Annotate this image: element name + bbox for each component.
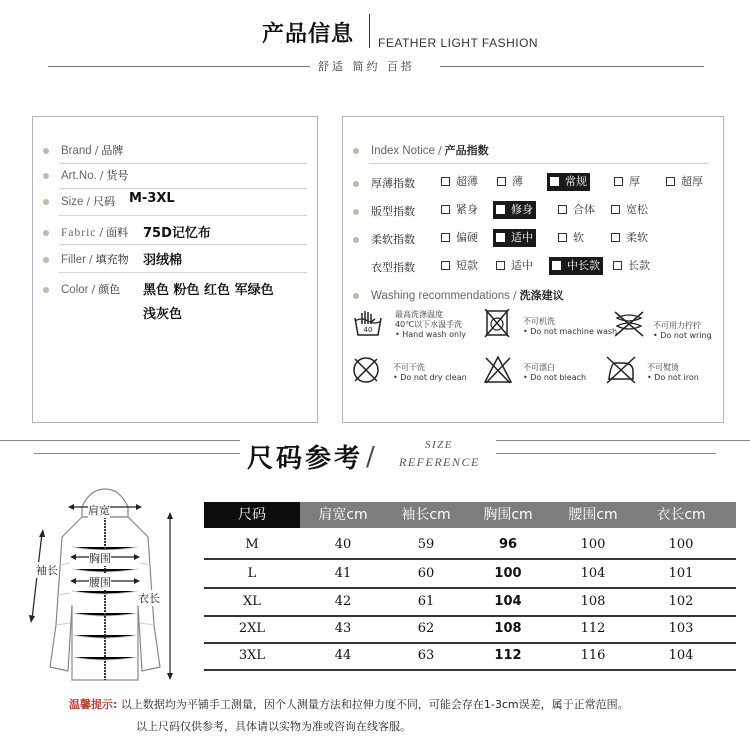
row-divider — [369, 163, 709, 164]
bullet-icon — [43, 257, 49, 263]
checkbox-icon — [441, 177, 450, 186]
checkbox-icon — [558, 233, 567, 242]
size-value: M-3XL — [129, 191, 175, 206]
page-title: 产品信息 — [262, 22, 355, 47]
checkbox-icon — [552, 261, 561, 270]
row-divider — [59, 272, 307, 273]
no-iron-icon — [605, 355, 637, 385]
col-header-waist: 腰围cm — [568, 507, 618, 523]
fabric-label-cn: 面料 — [106, 226, 129, 239]
col-header-chest: 胸围cm — [483, 507, 533, 523]
size-reference-en-2: REFERENCE — [399, 455, 480, 469]
checkbox-icon — [666, 177, 675, 186]
title-rule-right — [496, 453, 716, 454]
chest-label: 胸围 — [89, 552, 111, 565]
table-cell: 41 — [334, 566, 352, 581]
filler-value: 羽绒棉 — [143, 253, 183, 268]
bullet-icon — [353, 209, 359, 215]
table-cell: 96 — [498, 537, 518, 552]
sleeve-label: 袖长 — [36, 564, 58, 577]
title-slash: / — [366, 442, 375, 472]
table-cell: 101 — [668, 566, 694, 581]
row-divider — [204, 669, 736, 671]
bullet-icon — [353, 237, 359, 243]
checkbox-icon — [611, 233, 620, 242]
no-wring-icon — [613, 310, 645, 338]
length-label: 衣长 — [138, 592, 160, 605]
length-index-label: 衣型指数 — [371, 261, 415, 274]
title-rule-left — [34, 453, 240, 454]
no-machine-wash-icon — [483, 309, 511, 339]
table-cell: 100 — [668, 537, 694, 552]
hand-wash-icon — [353, 310, 383, 338]
size-label-en: Size — [61, 196, 84, 208]
table-cell: 40 — [334, 537, 352, 552]
table-cell: 59 — [417, 537, 435, 552]
table-cell: 116 — [580, 648, 606, 663]
footer-note-line1 — [69, 696, 629, 712]
artno-label-en: Art.No. — [61, 170, 97, 182]
thickness-option-ultra-thin: 超薄 — [438, 173, 481, 191]
checkbox-icon — [614, 177, 623, 186]
artno-label-cn: 货号 — [106, 169, 129, 182]
checkbox-icon — [611, 205, 620, 214]
table-cell: 63 — [417, 648, 435, 663]
table-cell: M — [245, 537, 259, 552]
softness-option-very-soft: 柔软 — [608, 229, 651, 247]
no-dry-clean-text: 不可干洗 • Do not dry clean — [393, 363, 467, 382]
bullet-icon — [43, 173, 49, 179]
checkbox-icon — [496, 261, 505, 270]
table-cell: XL — [243, 594, 261, 609]
softness-index-label: 柔软指数 — [371, 233, 415, 246]
fit-option-loose: 宽松 — [608, 201, 651, 219]
product-index-panel — [342, 116, 724, 423]
table-cell: 43 — [334, 621, 352, 636]
svg-text:40: 40 — [363, 326, 373, 334]
shoulder-label: 肩宽 — [88, 504, 110, 517]
table-cell: 104 — [580, 566, 606, 581]
col-header-size: 尺码 — [238, 507, 266, 523]
row-divider — [59, 188, 307, 189]
table-cell: 103 — [668, 621, 694, 636]
color-label-cn: 颜色 — [98, 283, 121, 296]
size-label-cn: 尺码 — [93, 195, 116, 208]
table-cell: 60 — [417, 566, 435, 581]
fabric-label-en: Fabric — [61, 227, 97, 239]
col-header-sleeve: 袖长cm — [401, 507, 451, 523]
checkbox-icon — [496, 233, 505, 242]
no-bleach-icon — [483, 355, 513, 385]
table-cell: 44 — [334, 648, 352, 663]
no-iron-text: 不可熨烫 • Do not iron — [647, 363, 699, 382]
no-wring-text: 不可用力拧拧 • Do not wring — [653, 321, 712, 340]
fit-index-label: 版型指数 — [371, 205, 415, 218]
length-option-short: 短款 — [438, 257, 481, 275]
size-reference-title: 尺码参考 — [247, 444, 364, 474]
table-cell: 108 — [494, 621, 522, 636]
table-cell: 112 — [494, 648, 522, 663]
length-option-medium: 适中 — [493, 257, 536, 275]
row-divider — [204, 587, 736, 589]
table-cell: 61 — [417, 594, 435, 609]
checkbox-icon — [550, 177, 559, 186]
length-option-long: 长款 — [610, 257, 653, 275]
checkbox-icon — [613, 261, 622, 270]
fabric-row: Fabric / 面料 — [61, 226, 129, 239]
bullet-icon — [353, 148, 359, 154]
fit-option-slim-selected: 修身 — [493, 201, 536, 219]
row-divider — [59, 215, 307, 216]
thickness-option-ultra-thick: 超厚 — [663, 173, 706, 191]
checkbox-icon — [441, 233, 450, 242]
table-cell: 2XL — [238, 621, 266, 636]
checkbox-icon — [497, 177, 506, 186]
length-option-mid-long-selected: 中长款 — [549, 257, 603, 275]
bullet-icon — [43, 148, 49, 154]
fabric-value: 75D记忆布 — [143, 226, 211, 241]
thickness-option-regular-selected: 常规 — [547, 173, 590, 191]
bullet-icon — [353, 181, 359, 187]
no-machine-wash-text: 不可机洗 • Do not machine wash — [523, 317, 618, 336]
checkbox-icon — [558, 205, 567, 214]
waist-label: 腰围 — [89, 576, 111, 589]
row-divider — [59, 244, 307, 245]
softness-option-stiff: 偏硬 — [438, 229, 481, 247]
index-header-cn: 产品指数 — [444, 144, 489, 157]
brand-row: Brand / 品牌 — [61, 144, 124, 157]
color-value-line2: 浅灰色 — [143, 307, 183, 322]
color-row: Color / 颜色 — [61, 283, 121, 296]
row-divider — [59, 163, 307, 164]
index-header: Index Notice / 产品指数 — [371, 144, 489, 157]
row-divider — [204, 558, 736, 560]
col-header-length: 衣长cm — [656, 507, 706, 523]
product-info-panel — [32, 116, 318, 423]
bullet-icon — [43, 230, 49, 236]
fit-option-regular: 合体 — [555, 201, 598, 219]
filler-label-en: Filler — [61, 254, 86, 266]
table-cell: 102 — [668, 594, 694, 609]
table-cell: 100 — [580, 537, 606, 552]
brand-label-cn: 品牌 — [101, 144, 124, 157]
softness-option-soft: 软 — [555, 229, 587, 247]
softness-option-medium-selected: 适中 — [493, 229, 536, 247]
title-divider — [369, 14, 370, 48]
table-cell: 3XL — [238, 648, 266, 663]
footer-warning-label: 温馨提示: — [69, 698, 118, 711]
fit-option-tight: 紧身 — [438, 201, 481, 219]
no-dry-clean-icon — [351, 355, 381, 385]
hand-wash-text: 最高洗涤温度 40℃以下水温手洗 • Hand wash only — [395, 310, 467, 339]
washing-header-en: Washing recommendations — [371, 290, 510, 302]
no-bleach-text: 不可漂白 • Do not bleach — [523, 363, 587, 382]
color-label-en: Color — [61, 284, 89, 296]
size-reference-en-1: SIZE — [425, 439, 453, 451]
table-cell: 42 — [334, 594, 352, 609]
table-cell: L — [247, 566, 257, 581]
thickness-index-label: 厚薄指数 — [371, 177, 415, 190]
thickness-option-thin: 薄 — [494, 173, 526, 191]
col-header-shoulder: 肩宽cm — [318, 507, 368, 523]
table-cell: 100 — [494, 566, 522, 581]
table-cell: 104 — [668, 648, 694, 663]
index-header-en: Index Notice — [371, 145, 435, 157]
checkbox-icon — [496, 205, 505, 214]
page-subtitle-en: FEATHER LIGHT FASHION — [378, 36, 539, 50]
artno-row: Art.No. / 货号 — [61, 169, 129, 182]
header-tagline: 舒适 简约 百搭 — [318, 60, 415, 73]
filler-label-cn: 填充物 — [95, 253, 129, 266]
row-divider — [204, 615, 736, 617]
table-cell: 104 — [494, 594, 522, 609]
brand-label-en: Brand — [61, 145, 92, 157]
table-cell: 112 — [580, 621, 606, 636]
footer-note-text: 以上数据均为平铺手工测量，因个人测量方法和拉伸力度不同，可能会存在1-3cm误差，属于正常范围。 — [120, 698, 629, 711]
checkbox-icon — [441, 261, 450, 270]
washing-header: Washing recommendations / 洗涤建议 — [371, 289, 564, 302]
bullet-icon — [43, 199, 49, 205]
color-value-line1: 黑色 粉色 红色 军绿色 — [143, 283, 274, 298]
bullet-icon — [353, 293, 359, 299]
washing-header-cn: 洗涤建议 — [519, 289, 564, 302]
row-divider — [204, 642, 736, 644]
bullet-icon — [43, 287, 49, 293]
size-row: Size / 尺码 — [61, 195, 116, 208]
footer-note-line2: 以上尺码仅供参考，具体请以实物为准或咨询在线客服。 — [136, 720, 411, 733]
filler-row: Filler / 填充物 — [61, 253, 129, 266]
checkbox-icon — [441, 205, 450, 214]
table-cell: 62 — [417, 621, 435, 636]
table-cell: 108 — [580, 594, 606, 609]
thickness-option-thick: 厚 — [611, 173, 643, 191]
